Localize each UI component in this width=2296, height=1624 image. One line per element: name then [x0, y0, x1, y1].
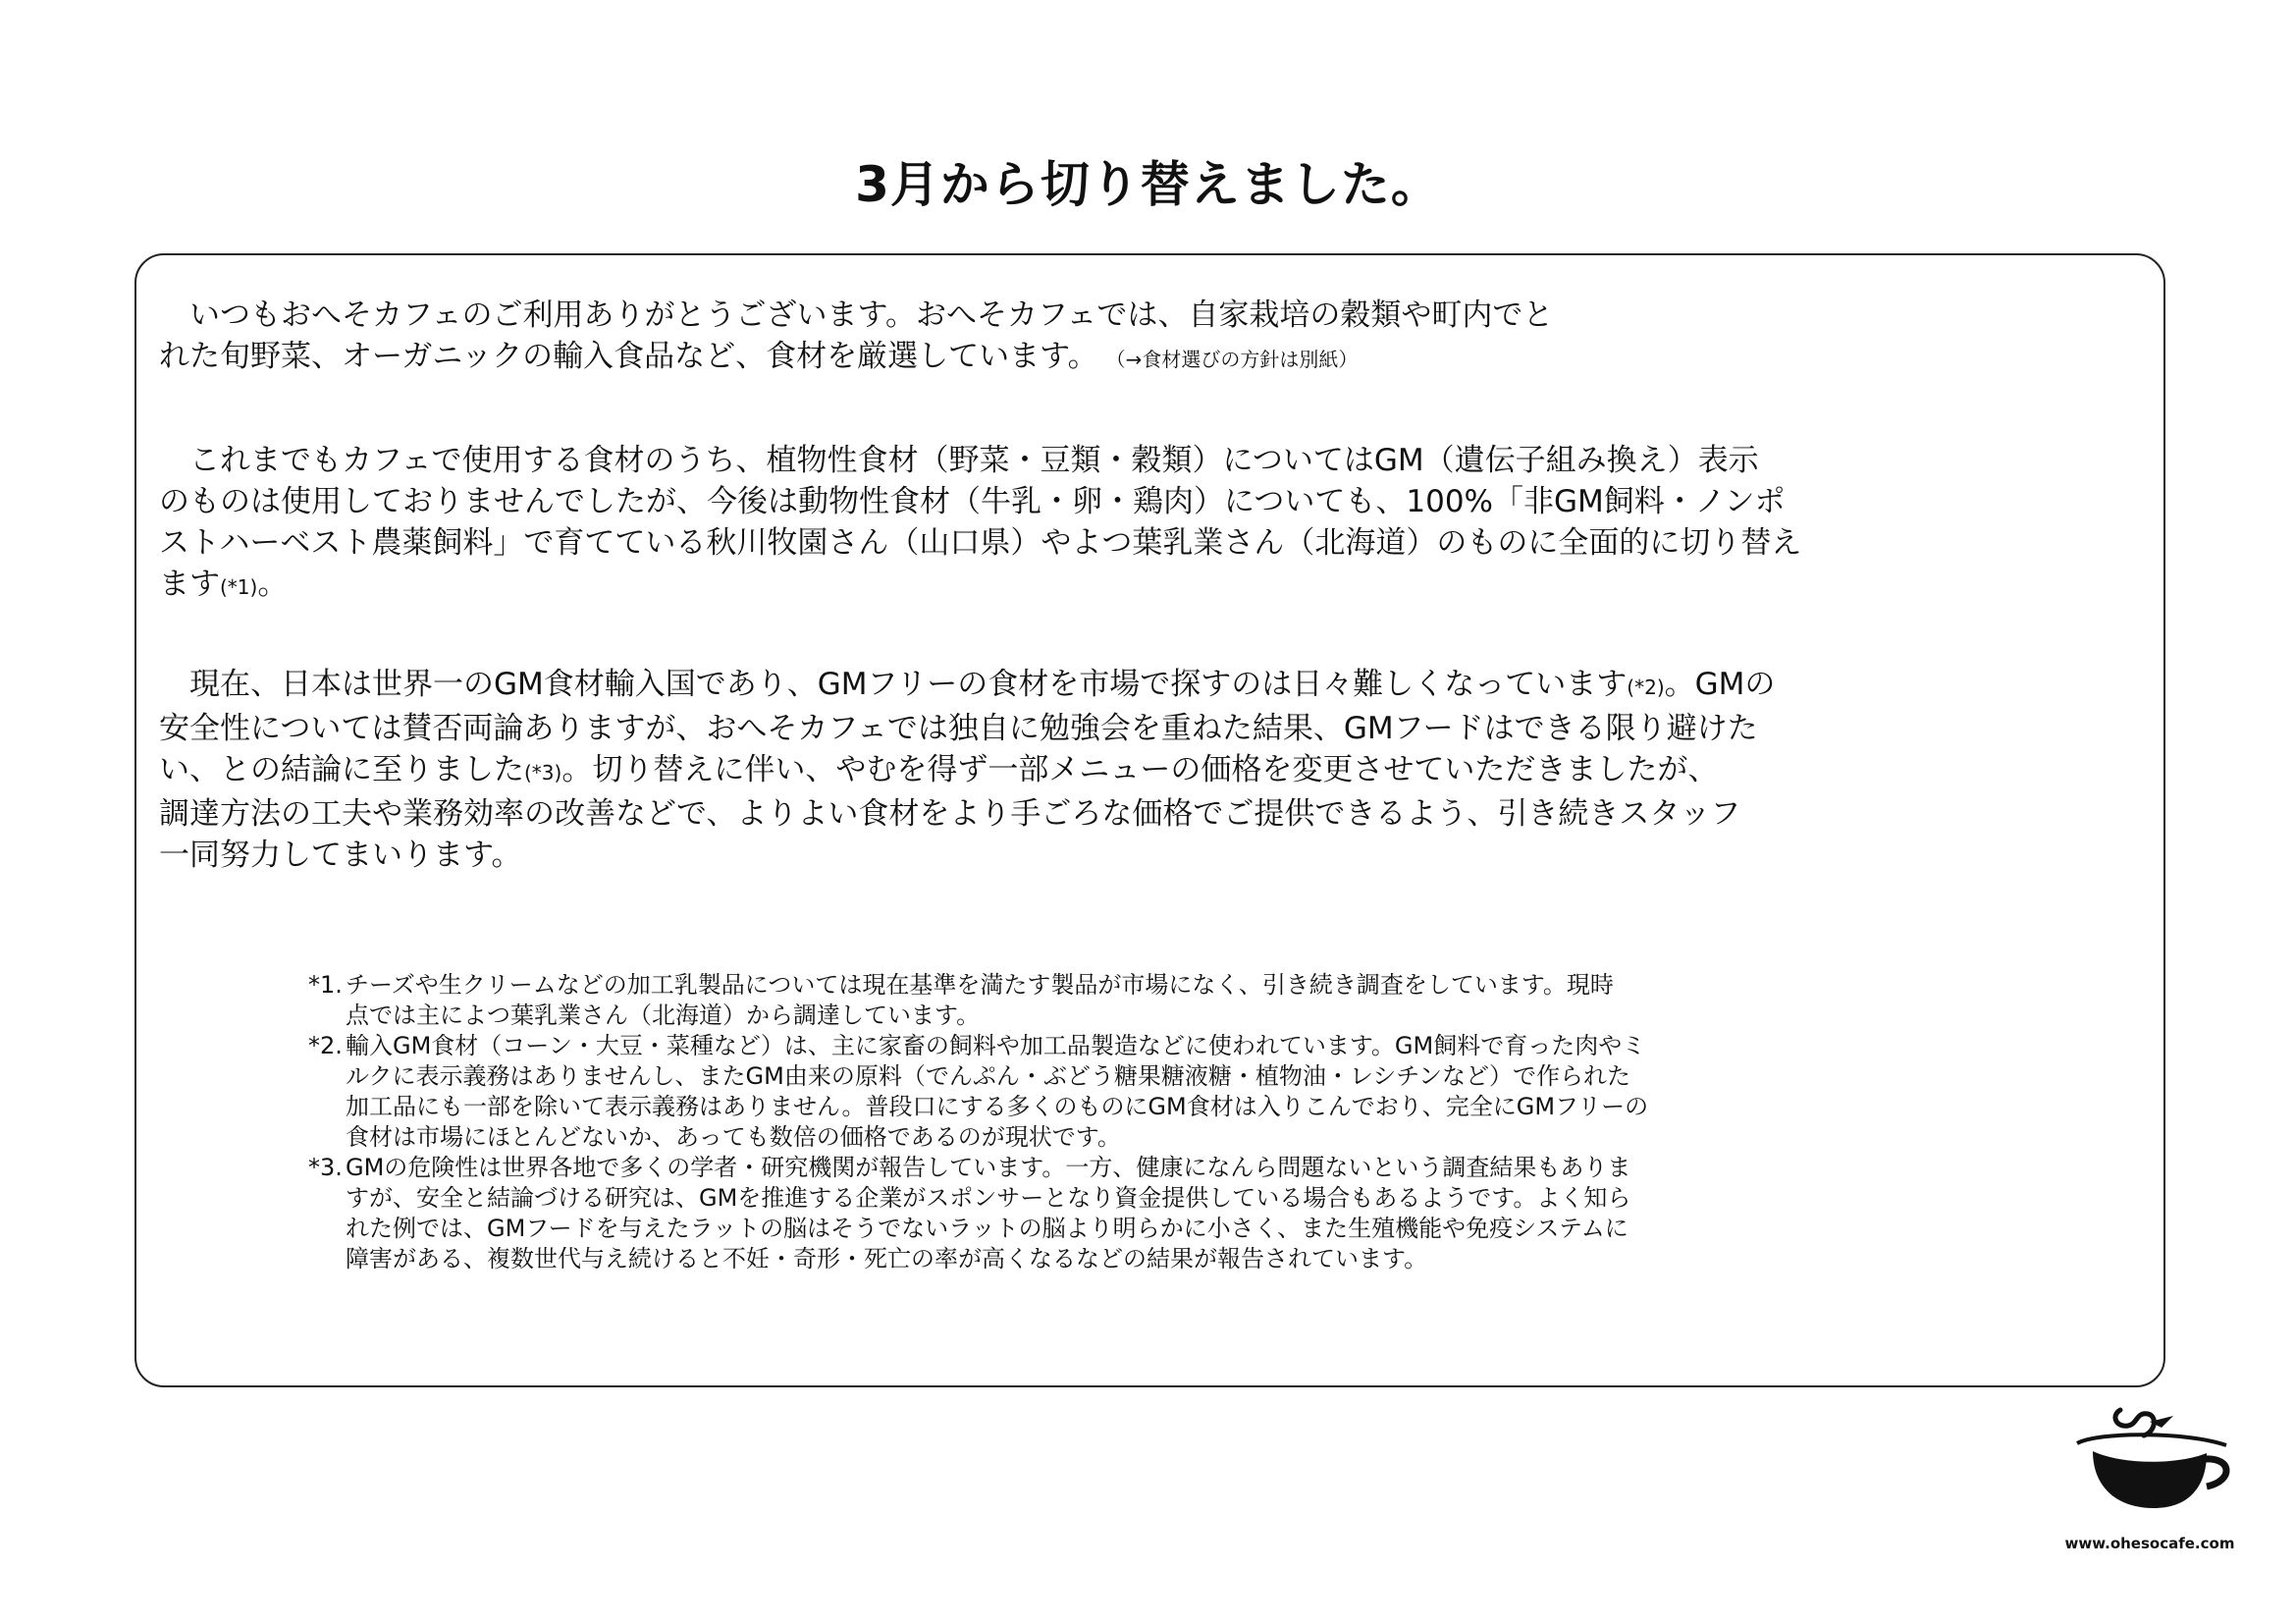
- website-url: www.ohesocafe.com: [2064, 1535, 2235, 1552]
- text-line: [159, 749, 2152, 793]
- footnote-3: [308, 1153, 2016, 1274]
- footnote-line: [308, 970, 2016, 1001]
- text-segment: 。GMの: [1664, 667, 1776, 702]
- text-line: これまでもカフェで使用する食材のうち、植物性食材（野菜・豆類・穀類）についてはGM（遺伝子組み換え）表示: [189, 443, 1759, 478]
- text-segment: 現在、日本は世界一のGM食材輸入国であり、GMフリーの食材を市場で探すのは日々難しくなっています: [189, 667, 1628, 702]
- footnote-text: GMの危険性は世界各地で多くの学者・研究機関が報告しています。一方、健康になんら問題ないという調査結果もありま: [346, 1154, 1631, 1181]
- footnote-line: 加工品にも一部を除いて表示義務はありません。普段口にする多くのものにGM食材は入りこんでおり、完全にGMフリーの: [346, 1093, 1649, 1120]
- text-line: [159, 564, 2152, 608]
- paragraph-current: [159, 664, 2152, 876]
- footnote-ref-2: (*2): [1627, 676, 1665, 699]
- text-line: ストハーベスト農薬飼料」で育てている秋川牧園さん（山口県）やよつ葉乳業さん（北海道）のものに全面的に切り替え: [159, 525, 1802, 561]
- text-segment: 。切り替えに伴い、やむを得ず一部メニューの価格を変更させていただきましたが、: [561, 752, 1719, 787]
- paragraph-intro: [159, 295, 2152, 380]
- footnote-text: チーズや生クリームなどの加工乳製品については現在基準を満たす製品が市場になく、引き続き調査をしています。現時: [346, 971, 1614, 999]
- text-line: 調達方法の工夫や業務効率の改善などで、よりよい食材をより手ごろな価格でご提供できるよう、引き続きスタッフ: [159, 796, 1741, 832]
- text-line: 一同努力してまいります。: [159, 838, 522, 873]
- text-line: のものは使用しておりませんでしたが、今後は動物性食材（牛乳・卵・鶏肉）についても、100%「非GM飼料・ノンポ: [159, 484, 1786, 519]
- text-segment: 。: [257, 567, 289, 602]
- footnote-line: 点では主によつ葉乳業さん（北海道）から調達しています。: [346, 1001, 981, 1029]
- paragraph-switch: [159, 440, 2152, 608]
- text-line: [159, 336, 2152, 380]
- footnote-line: 障害がある、複数世代与え続けると不妊・奇形・死亡の率が高くなるなどの結果が報告されています。: [346, 1245, 1428, 1272]
- text-segment: れた旬野菜、オーガニックの輸入食品など、食材を厳選しています。: [159, 339, 1098, 374]
- footnote-mark: *2.: [308, 1032, 343, 1059]
- footnote-2: [308, 1031, 2016, 1153]
- text-segment: い、との結論に至りました: [159, 752, 524, 787]
- page-title: 3月から切り替えました。: [855, 156, 1441, 213]
- footnote-ref-3: (*3): [524, 761, 562, 785]
- footnote-mark: *1.: [308, 971, 343, 999]
- text-line: [159, 664, 2152, 708]
- text-line: 安全性については賛否両論ありますが、おへそカフェでは独自に勉強会を重ねた結果、GMフードはできる限り避けた: [159, 711, 1758, 746]
- footnote-mark: *3.: [308, 1154, 343, 1181]
- coffee-cup-icon: [2059, 1402, 2236, 1515]
- text-line: いつもおへそカフェのご利用ありがとうございます。おへそカフェでは、自家栽培の穀類や町内でと: [189, 298, 1554, 333]
- text-segment: ます: [159, 567, 220, 602]
- footnote-ref-1: (*1): [220, 575, 258, 599]
- footnote-line: れた例では、GMフードを与えたラットの脳はそうでないラットの脳より明らかに小さく、また生殖機能や免疫システムに: [346, 1215, 1629, 1242]
- footnote-line: [308, 1031, 2016, 1061]
- footnote-line: すが、安全と結論づける研究は、GMを推進する企業がスポンサーとなり資金提供している場合もあるようです。よく知ら: [346, 1184, 1631, 1212]
- footnotes: [308, 970, 2016, 1274]
- footnote-line: ルクに表示義務はありませんし、またGM由来の原料（でんぷん・ぶどう糖果糖液糖・植物油・レシチンなど）で作られた: [346, 1062, 1631, 1090]
- footnote-line: 食材は市場にほとんどないか、あっても数倍の価格であるのが現状です。: [346, 1123, 1121, 1151]
- footnote-line: [308, 1153, 2016, 1183]
- policy-reference: （→食材選びの方針は別紙）: [1115, 348, 1359, 371]
- footnote-1: [308, 970, 2016, 1031]
- footnote-text: 輸入GM食材（コーン・大豆・菜種など）は、主に家畜の飼料や加工品製造などに使われています。GM飼料で育った肉やミ: [346, 1032, 1646, 1059]
